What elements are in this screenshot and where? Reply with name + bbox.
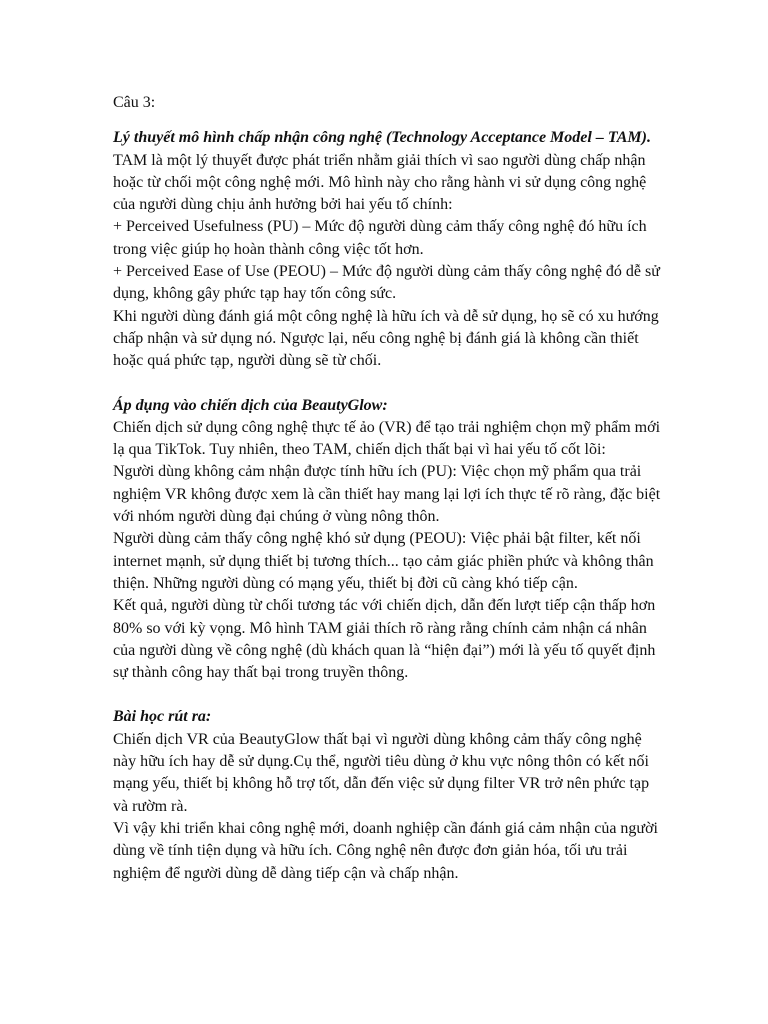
paragraph: + Perceived Ease of Use (PEOU) – Mức độ người dùng cảm thấy công nghệ đó dễ sử dụng, không gây phức tạp hay tốn công sức. bbox=[113, 263, 660, 303]
paragraph: Vì vậy khi triển khai công nghệ mới, doanh nghiệp cần đánh giá cảm nhận của người dùng về tính tiện dụng và hữu ích. Công nghệ nên được đơn giản hóa, tối ưu trải nghiệm để người dùng dễ dàng tiếp cận và chấp nhận. bbox=[113, 819, 658, 882]
section-heading: Lý thuyết mô hình chấp nhận công nghệ (Technology Acceptance Model – TAM). bbox=[113, 129, 651, 147]
paragraph: Kết quả, người dùng từ chối tương tác với chiến dịch, dẫn đến lượt tiếp cận thấp hơn 80% so với kỳ vọng. Mô hình TAM giải thích rõ ràng rằng chính cảm nhận cá nhân của người dùng về công nghệ (dù khách quan là “hiện đại”) mới là yếu tố quyết định sự thành công hay thất bại trong truyền thông. bbox=[113, 597, 656, 682]
section-lessons bbox=[113, 706, 661, 884]
spacer bbox=[113, 114, 661, 127]
spacer bbox=[113, 684, 661, 706]
paragraph: Người dùng cảm thấy công nghệ khó sử dụng (PEOU): Việc phải bật filter, kết nối internet mạnh, sử dụng thiết bị tương thích... tạo cảm giác phiền phức và không thân thiện. Những người dùng có mạng yếu, thiết bị đời cũ càng khó tiếp cận. bbox=[113, 530, 654, 592]
paragraph: Chiến dịch VR của BeautyGlow thất bại vì người dùng không cảm thấy công nghệ này hữu ích hay dễ sử dụng.Cụ thể, người tiêu dùng ở khu vực nông thôn có kết nối mạng yếu, thiết bị không hỗ trợ tốt, dẫn đến việc sử dụng filter VR trở nên phức tạp và rườm rà. bbox=[113, 730, 650, 815]
paragraph: Người dùng không cảm nhận được tính hữu ích (PU): Việc chọn mỹ phẩm qua trải nghiệm VR không được xem là cần thiết hay mang lại lợi ích thực tế rõ ràng, đặc biệt với nhóm người dùng đại chúng ở vùng nông thôn. bbox=[113, 463, 661, 526]
paragraph: + Perceived Usefulness (PU) – Mức độ người dùng cảm thấy công nghệ đó hữu ích trong việc giúp họ hoàn thành công việc tốt hơn. bbox=[113, 218, 647, 258]
paragraph: Khi người dùng đánh giá một công nghệ là hữu ích và dễ sử dụng, họ sẽ có xu hướng chấp nhận và sử dụng nó. Ngược lại, nếu công nghệ bị đánh giá là không cần thiết hoặc quá phức tạp, người dùng sẽ từ chối. bbox=[113, 307, 659, 370]
section-tam-theory bbox=[113, 127, 661, 372]
question-label: Câu 3: bbox=[113, 94, 156, 111]
document-page bbox=[113, 92, 661, 885]
paragraph: Chiến dịch sử dụng công nghệ thực tế ảo (VR) để tạo trải nghiệm chọn mỹ phẩm mới lạ qua TikTok. Tuy nhiên, theo TAM, chiến dịch thất bại vì hai yếu tố cốt lõi: bbox=[113, 418, 661, 459]
section-heading: Bài học rút ra: bbox=[113, 708, 212, 726]
section-heading: Áp dụng vào chiến dịch của BeautyGlow: bbox=[113, 396, 388, 414]
section-application bbox=[113, 395, 661, 685]
spacer bbox=[113, 373, 661, 395]
paragraph: TAM là một lý thuyết được phát triển nhằm giải thích vì sao người dùng chấp nhận hoặc từ chối một công nghệ mới. Mô hình này cho rằng hành vi sử dụng công nghệ của người dùng chịu ảnh hưởng bởi hai yếu tố chính: bbox=[113, 151, 647, 214]
